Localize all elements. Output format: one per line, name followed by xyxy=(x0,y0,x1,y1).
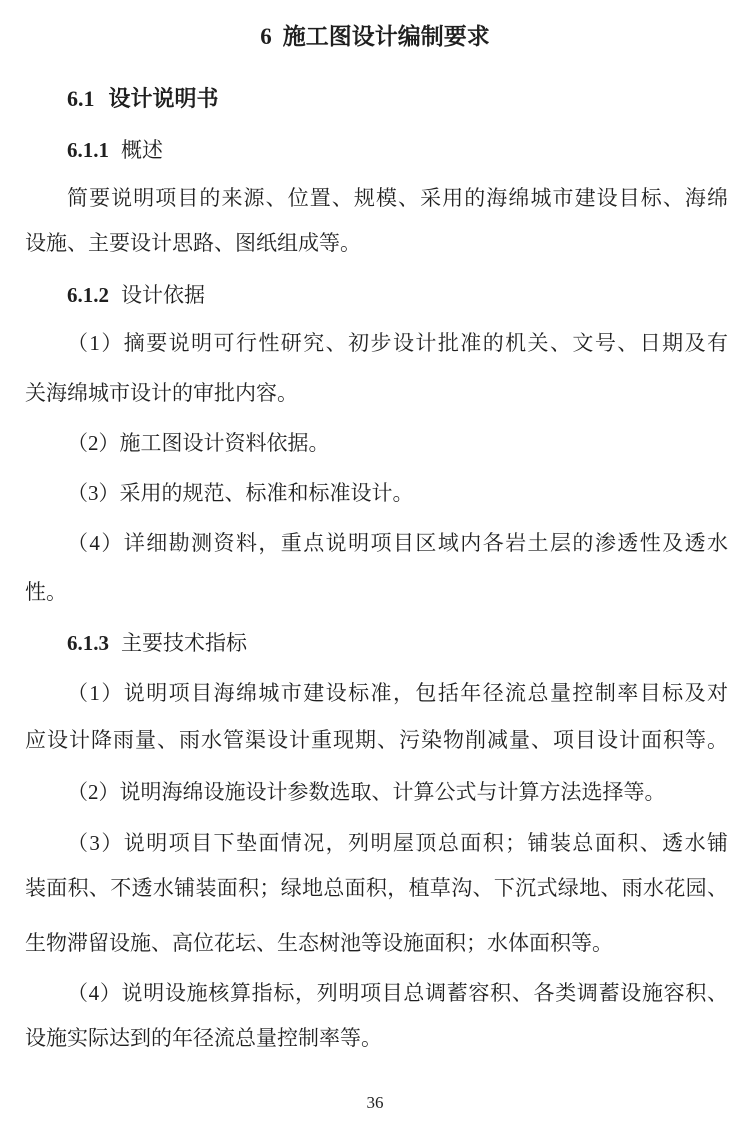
section-number: 6.1.2 xyxy=(67,283,109,307)
paragraph-line: 关海绵城市设计的审批内容。 xyxy=(25,381,298,405)
section-number: 6.1 xyxy=(67,86,95,111)
page-number: 36 xyxy=(366,1093,384,1112)
paragraph-line: （4）说明设施核算指标，列明项目总调蓄容积、各类调蓄设施容积、 xyxy=(67,981,728,1005)
chapter-title-text: 施工图设计编制要求 xyxy=(282,24,490,49)
section-title-text: 设计说明书 xyxy=(108,86,219,111)
section-heading-6-1-2 xyxy=(67,281,205,309)
paragraph-line: （3）说明项目下垫面情况，列明屋顶总面积；铺装总面积、透水铺 xyxy=(67,831,728,855)
paragraph-line: （2）施工图设计资料依据。 xyxy=(67,431,330,455)
paragraph-line: 性。 xyxy=(25,580,67,604)
paragraph-line: （1）摘要说明可行性研究、初步设计批准的机关、文号、日期及有 xyxy=(67,331,728,355)
section-heading-6-1-3 xyxy=(67,629,247,657)
section-title-text: 概述 xyxy=(121,138,163,162)
paragraph-line: （3）采用的规范、标准和标准设计。 xyxy=(67,481,414,505)
paragraph-line: 设施、主要设计思路、图纸组成等。 xyxy=(25,231,361,255)
paragraph-line: 生物滞留设施、高位花坛、生态树池等设施面积；水体面积等。 xyxy=(25,931,613,955)
section-title-text: 主要技术指标 xyxy=(121,631,247,655)
section-title-text: 设计依据 xyxy=(121,283,205,307)
document-title xyxy=(0,21,750,53)
paragraph-line: （2）说明海绵设施设计参数选取、计算公式与计算方法选择等。 xyxy=(67,780,666,804)
paragraph-line: 设施实际达到的年径流总量控制率等。 xyxy=(25,1026,382,1050)
section-number: 6.1.1 xyxy=(67,138,109,162)
paragraph-line: （4）详细勘测资料，重点说明项目区域内各岩土层的渗透性及透水 xyxy=(67,531,728,555)
section-number: 6.1.3 xyxy=(67,631,109,655)
paragraph-line: （1）说明项目海绵城市建设标准，包括年径流总量控制率目标及对 xyxy=(67,681,728,705)
paragraph-line: 装面积、不透水铺装面积；绿地总面积，植草沟、下沉式绿地、雨水花园、 xyxy=(25,876,728,900)
paragraph-line: 应设计降雨量、雨水管渠设计重现期、污染物削减量、项目设计面积等。 xyxy=(25,728,728,752)
paragraph-line: 简要说明项目的来源、位置、规模、采用的海绵城市建设目标、海绵 xyxy=(67,186,728,210)
chapter-number: 6 xyxy=(260,24,272,49)
section-heading-6-1 xyxy=(67,85,219,113)
section-heading-6-1-1 xyxy=(67,136,163,164)
